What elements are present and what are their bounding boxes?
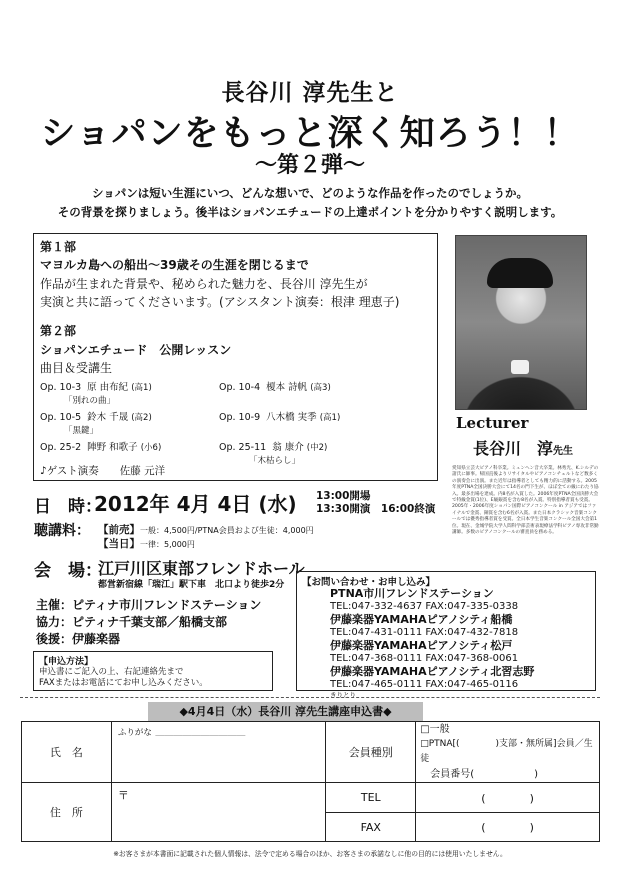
opus: Op. 10-5 — [40, 412, 82, 423]
part1-line-1: 作品が生まれた背景や、秘められた魅力を、長谷川 淳先生が — [40, 277, 368, 291]
name-label: 氏 名 — [22, 722, 112, 783]
student-grade: (高2) — [131, 413, 152, 423]
student-row — [219, 379, 331, 393]
part2-heading: ショパンエチュード 公開レッスン — [40, 343, 232, 357]
opus: Op. 10-3 — [40, 382, 82, 393]
contact-name: 伊藤楽器YAMAHAピアノシティ北習志野 — [330, 665, 535, 678]
event-date: 2012年 4月 4日 (水) — [94, 492, 297, 516]
student-row — [40, 379, 152, 393]
contact-phone: TEL:047-431-0111 FAX:047-432-7818 — [330, 627, 519, 638]
furigana-label: ふりがな — [117, 728, 152, 738]
opus: Op. 25-2 — [40, 442, 82, 453]
contact-name: 伊藤楽器YAMAHAピアノシティ松戸 — [330, 639, 513, 652]
organizer-cooperation: 協力：ピティナ千葉支部／船橋支部 — [36, 615, 228, 629]
songs-label: 曲目＆受講生 — [40, 361, 113, 375]
member-type-label: 会員種別 — [326, 722, 416, 783]
venue-access: 都営新宿線「瑞江」駅下車 北口より徒歩2分 — [98, 580, 285, 590]
name-field[interactable]: ふりがな ＿＿＿＿＿＿＿＿＿＿ — [111, 722, 326, 783]
part1-label: 第１部 — [40, 240, 77, 254]
contact-item — [330, 611, 518, 638]
fee-label: 聴講料： — [34, 523, 90, 539]
organizer-host: 主催：ピティナ市川フレンドステーション — [36, 598, 262, 612]
time-open: 13:00開場 — [316, 490, 371, 502]
fee-door — [98, 536, 195, 551]
contact-phone: TEL:047-368-0111 FAX:047-368-0061 — [330, 653, 519, 664]
lecturer-photo-hair — [487, 258, 553, 288]
cut-label: きりとり — [330, 691, 356, 699]
song-nickname: 「黒鍵」 — [64, 426, 99, 436]
member-type-field[interactable] — [416, 722, 600, 783]
event-times — [316, 490, 435, 516]
contact-item — [330, 637, 518, 664]
part1-line-2: 実演と共に語ってくださいます。(アシスタント演奏：根津 理恵子) — [40, 295, 400, 309]
student-name: 八木橋 実季 — [266, 412, 317, 423]
opus: Op. 10-9 — [219, 412, 261, 423]
contact-item — [330, 585, 518, 612]
contact-heading: 【お問い合わせ・お申し込み】 — [302, 577, 436, 588]
contact-item — [330, 663, 534, 690]
guest-performer: ♪ゲスト演奏 佐藤 元洋 — [40, 465, 166, 477]
date-label: 日 時： — [34, 497, 102, 517]
fee-door-detail: 一律：5,000円 — [140, 540, 195, 549]
lecturer-name — [473, 436, 573, 459]
apply-title: 【申込方法】 — [39, 657, 94, 667]
lecturer-label: Lecturer — [456, 414, 529, 432]
student-name: 鈴木 千晟 — [87, 412, 129, 423]
main-title: ショパンをもっと深く知ろう！！ — [40, 114, 580, 154]
contact-name: PTNA市川フレンドステーション — [330, 587, 494, 600]
part2-label: 第２部 — [40, 324, 77, 338]
tel-label: TEL — [326, 783, 416, 813]
student-grade: (高1) — [319, 413, 341, 423]
lecturer-bio: 愛知県立芸大ピアノ科卒業。ミュンヘン音大卒業。林秀光、K.シルデの諸氏に師事。帰国直後よりリサイタルやピアノコンチェルトなど数多くの演奏会に出演。また近年は指導者としても精力的に活動する。2005年度PTNA全国決勝大会にて14名の門下生が、ほぼ全ての級にわたり協入。最多出場を達成。内8名が入賞した。2006年度PTNA全国決勝大会で特級金賞(1位)、E級銀賞を含む8名が入賞。特別指導者賞も受賞。2005年・2006年度ショパン国際ピアノコンクール in アジアではファイナルで金賞、銅賞を含む6名が入賞。また日本クラシック音楽コンクールでは優秀指導者賞を受賞。全日本学生音楽コンクール全国大会第1位。現在、金城学院大学人間科学部芸術表現療法学科ピアノ専攻非常勤講師。多数のピアノコンクールの審査員を務める。 — [452, 466, 599, 536]
student-name: 陣野 和歌子 — [87, 442, 138, 453]
organizer-support: 後援：伊藤楽器 — [36, 632, 121, 646]
cut-line — [20, 697, 600, 698]
privacy-footnote: ※お客さまが本書面に記載された個人情報は、法令で定める場合のほか、お客さまの承諾なしに他の目的には使用いたしません。 — [113, 850, 507, 858]
student-row — [40, 409, 152, 423]
apply-line-1: 申込書にご記入の上、右記連絡先まで — [39, 667, 184, 677]
apply-line-2: FAXまたはお電話にてお申し込みください。 — [39, 678, 208, 688]
student-name: 原 由布紀 — [87, 382, 129, 393]
tel-field[interactable]: ( ) — [416, 783, 600, 813]
student-name: 榎本 詩帆 — [266, 382, 308, 393]
time-start: 13:30開演 16:00終演 — [316, 503, 436, 515]
part1-heading: マヨルカ島への船出〜39歳その生涯を閉じるまで — [40, 258, 309, 272]
venue-label: 会 場： — [34, 561, 102, 581]
fee-advance — [98, 522, 314, 537]
option-general[interactable]: □一般 — [420, 724, 450, 735]
address-label: 住 所 — [22, 783, 112, 842]
program-box — [33, 233, 438, 481]
contact-name: 伊藤楽器YAMAHAピアノシティ船橋 — [330, 613, 513, 626]
song-nickname: 「別れの曲」 — [64, 396, 116, 406]
lecturer-honorific: 先生 — [553, 446, 574, 457]
lecturer-name-text: 長谷川 淳 — [473, 439, 554, 458]
option-ptna[interactable]: □PTNA[( )支部・無所属]会員／生徒 — [420, 739, 593, 764]
fax-field[interactable]: ( ) — [416, 813, 600, 842]
intro-line-2: その背景を探りましょう。後半はショパンエチュードの上達ポイントを分かりやすく説明します。 — [57, 205, 563, 219]
student-grade: (高1) — [131, 383, 152, 393]
student-row — [40, 439, 161, 453]
series-number: 〜第２弾〜 — [254, 153, 365, 178]
application-form — [21, 721, 600, 842]
song-nickname: 「木枯らし」 — [249, 456, 301, 466]
form-title: ◆4月4日（水）長谷川 淳先生講座申込書◆ — [148, 702, 423, 721]
venue-name: 江戸川区東部フレンドホール — [98, 559, 305, 578]
member-number[interactable]: 会員番号( ) — [430, 769, 539, 780]
apply-method-box — [33, 651, 273, 691]
contact-phone: TEL:047-465-0111 FAX:047-465-0116 — [330, 679, 519, 690]
intro-text — [20, 184, 600, 222]
subtitle: 長谷川 淳先生と — [221, 80, 399, 106]
fee-door-label: 【当日】 — [98, 538, 140, 550]
student-row — [219, 409, 340, 423]
lecturer-photo-bowtie — [511, 360, 529, 374]
address-field[interactable] — [111, 783, 326, 842]
opus: Op. 25-11 — [219, 442, 267, 453]
student-grade: (中2) — [306, 443, 328, 453]
opus: Op. 10-4 — [219, 382, 261, 393]
fee-advance-label: 【前売】 — [98, 524, 140, 536]
student-name: 翁 康介 — [272, 442, 304, 453]
student-grade: (小6) — [140, 443, 162, 453]
student-row — [219, 439, 327, 453]
intro-line-1: ショパンは短い生涯にいつ、どんな想いで、どのような作品を作ったのでしょうか。 — [91, 186, 529, 200]
postal-mark: 〒 — [117, 789, 129, 802]
fax-label: FAX — [326, 813, 416, 842]
student-grade: (高3) — [310, 383, 331, 393]
contact-phone: TEL:047-332-4637 FAX:047-335-0338 — [330, 601, 519, 612]
fee-advance-detail: 一般：4,500円/PTNA会員および生徒：4,000円 — [140, 526, 314, 535]
